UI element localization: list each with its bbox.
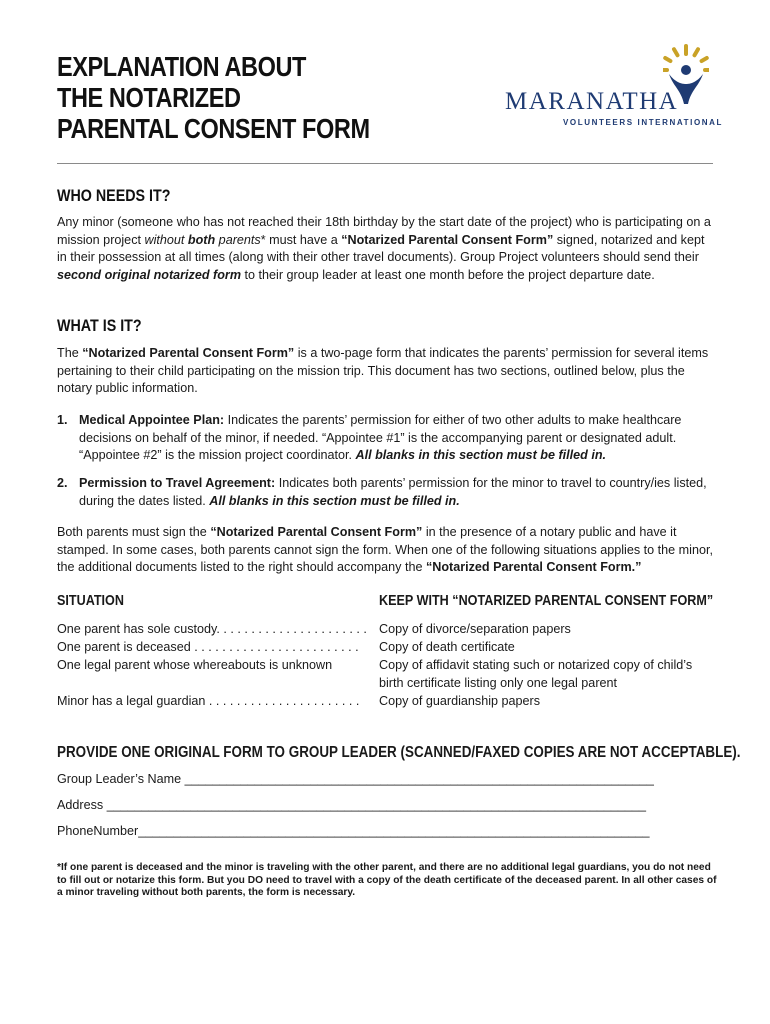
list-text: Indicates both parents’ permission for the minor to travel to country/ies listed, during the dates listed. [79, 476, 707, 508]
emphasis: without [144, 232, 185, 247]
situation-text: One parent is deceased . . . . . . . . . . . . . . . . . . . . . . . . [57, 640, 359, 654]
text: The [57, 346, 83, 360]
emphasis: parents [215, 232, 261, 247]
list-number: 2. [57, 476, 68, 490]
text: * must have a [260, 232, 342, 247]
text: in the presence of a notary public and have it stamped. In some cases, both parents cannot sign the form. When one of the following situations applies to the minor, the additional documents listed to the right should accompany the [57, 525, 713, 574]
title-line-1: EXPLANATION ABOUT [57, 51, 306, 82]
who-needs-it-heading: WHO NEEDS IT? [57, 186, 171, 205]
form-name: “Notarized Parental Consent Form” [82, 346, 295, 360]
text: is a two-page form that indicates the parents’ permission for several items pertaining to their child participating on the mission trip. This document has two sections, outlined below, plus the notary public information. [57, 346, 709, 395]
situation-text: One parent has sole custody. . . . . . . . . . . . . . . . . . . . . . [57, 622, 367, 636]
what-is-it-heading: WHAT IS IT? [57, 316, 142, 335]
list-label: Medical Appointee Plan: [79, 413, 225, 427]
footnote: *If one parent is deceased and the minor is traveling with the other parent, and there are no additional legal guardians, you do not need to fill out or notarize this form. But you DO need to travel with a copy of the death certificate of the deceased parent. In all other cases of a minor traveling without both parents, the form is necessary. [57, 862, 717, 898]
provide-form-heading: PROVIDE ONE ORIGINAL FORM TO GROUP LEADER (SCANNED/FAXED COPIES ARE NOT ACCEPTABLE). [57, 744, 741, 761]
text: signed, notarized and kept in their possession at all times (along with their other travel documents). Group Project volunteers should send their [57, 232, 705, 264]
title-line-3: PARENTAL CONSENT FORM [57, 113, 370, 144]
page-title [57, 51, 370, 144]
document-text: Copy of affidavit stating such or notarized copy of child’s birth certificate listing only one legal parent [379, 658, 693, 690]
document-text: Copy of guardianship papers [379, 694, 541, 708]
logo-wordmark: MARANATHA [505, 88, 679, 115]
text: Any minor (someone who has not reached their 18th birthday by the start date of the project) who is participating on a mission project [57, 215, 711, 247]
emphasis: both [187, 232, 216, 247]
documents-column-header: KEEP WITH “NOTARIZED PARENTAL CONSENT FORM” [379, 592, 714, 609]
header-divider [57, 163, 713, 164]
text: Both parents must sign the [57, 525, 211, 539]
form-name: “Notarized Parental Consent Form” [210, 525, 423, 539]
list-text: Indicates the parents’ permission for either of two other adults to make healthcare decisions on behalf of the minor, if needed. “Appointee #1” is the accompanying parent or designated adult. “Appointee #2” is the mission project coordinator. [79, 413, 682, 462]
list-label: Permission to Travel Agreement: [79, 476, 276, 490]
emphasis: second original notarized form [57, 267, 242, 282]
both-parents-paragraph [57, 524, 717, 577]
document-text: Copy of divorce/separation papers [379, 622, 571, 636]
text: to their group leader at least one month before the project departure date. [241, 267, 655, 282]
maranatha-logo [505, 44, 724, 134]
who-needs-it-paragraph [57, 214, 717, 284]
situation-text: One legal parent whose whereabouts is unknown [57, 658, 333, 672]
list-emphasis: All blanks in this section must be filled in. [209, 493, 460, 508]
form-name: “Notarized Parental Consent Form.” [425, 560, 642, 574]
list-number: 1. [57, 413, 68, 427]
list-emphasis: All blanks in this section must be filled in. [355, 448, 607, 462]
group-leader-name-field[interactable]: Group Leader’s Name ___________________________________________________________________ [57, 772, 654, 786]
form-name: “Notarized Parental Consent Form” [341, 232, 554, 247]
address-field[interactable]: Address _____________________________________________________________________________ [57, 798, 647, 812]
logo-subtitle: VOLUNTEERS INTERNATIONAL [563, 118, 724, 127]
title-line-2: THE NOTARIZED [57, 82, 241, 113]
situation-text: Minor has a legal guardian . . . . . . . . . . . . . . . . . . . . . . [57, 694, 360, 708]
what-is-it-paragraph [57, 345, 717, 398]
phone-number-field[interactable]: PhoneNumber_________________________________________________________________________ [57, 824, 650, 838]
document-text: Copy of death certificate [379, 640, 515, 654]
situation-column-header: SITUATION [57, 592, 124, 609]
